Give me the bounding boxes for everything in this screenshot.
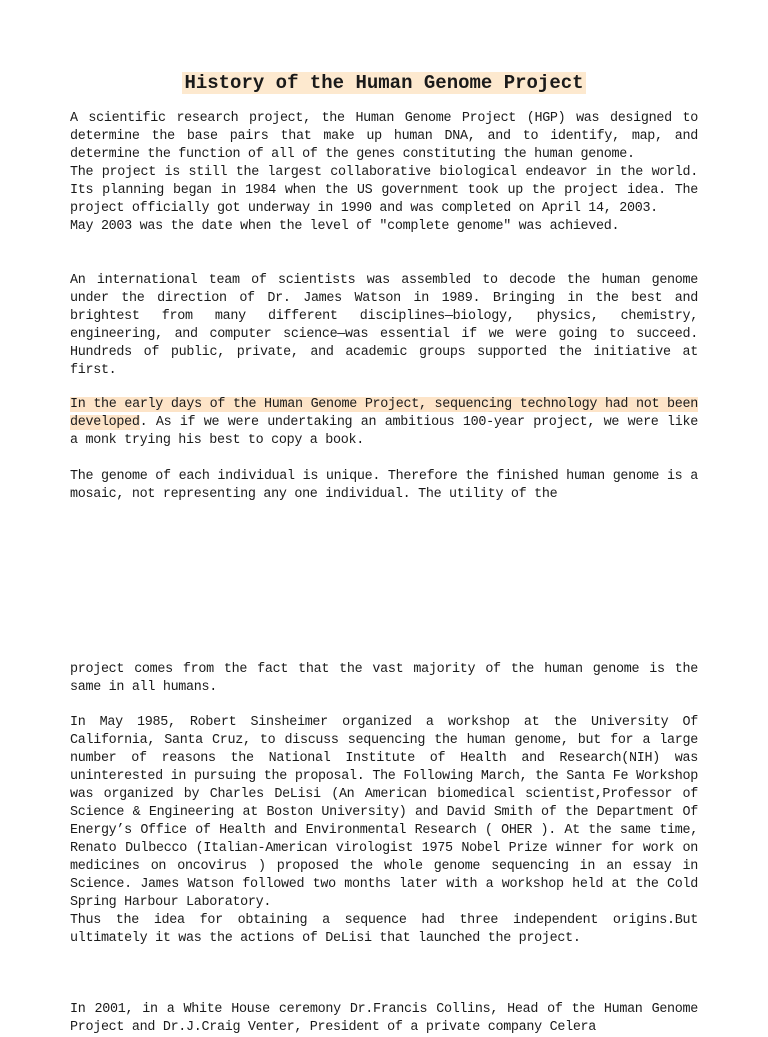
paragraph-white-house: In 2001, in a White House ceremony Dr.Francis Collins, Head of the Human Genome Project and Dr.J.Craig Venter, President of a private company Celera xyxy=(70,1002,698,1035)
paragraph-team: An international team of scientists was assembled to decode the human genome under the direction of Dr. James Watson in 1989. Bringing in the best and brightest from many different disciplines—biology, physics, chemistry, engineering, and computer science—was essential if we were going to succeed. Hundreds of public, private, and academic groups supported the initiative at first. xyxy=(70,273,698,378)
paragraph-workshops-origins: Thus the idea for obtaining a sequence had three independent origins.But ultimately it was the actions of DeLisi that launched the project. xyxy=(70,913,698,946)
paragraph-workshops-main: In May 1985, Robert Sinsheimer organized a workshop at the University Of California, Santa Cruz, to discuss sequencing the human genome, but for a large number of reasons the National Institute of Health and Research(NIH) was uninterested in pursuing the proposal. The Following March, the Santa Fe Workshop was organized by Charles DeLisi (An American biomedical scientist,Professor of Science & Engineering at Boston University) and David Smith of the Department Of Energy’s Office of Health and Environmental Research ( OHER ). At the same time, Renato Dulbecco (Italian-American virologist 1975 Nobel Prize winner for work on medicines on oncovirus ) proposed the whole genome sequencing in an essay in Science. James Watson followed two months later with a workshop held at the Cold Spring Harbour Laboratory. xyxy=(70,715,698,910)
paragraph-intro-sentence-1: A scientific research project, the Human Genome Project (HGP) was designed to determine the base pairs that make up human DNA, and to identify, map, and determine the function of all of the genes constituting the human genome. xyxy=(70,111,698,162)
paragraph-genome-unique: The genome of each individual is unique. Therefore the finished human genome is a mosaic, not representing any one individual. The utility of the xyxy=(70,469,698,502)
highlighted-text: In the early days of the Human Genome Project, sequencing technology had not been developed xyxy=(70,397,698,430)
paragraph-intro xyxy=(70,110,698,236)
paragraph-intro-sentence-3: May 2003 was the date when the level of "complete genome" was achieved. xyxy=(70,219,620,234)
paragraph-intro-sentence-2: The project is still the largest collaborative biological endeavor in the world. Its planning began in 1984 when the US government took up the project idea. The project officially got underway in 1990 and was completed on April 14, 2003. xyxy=(70,165,698,216)
title-text: History of the Human Genome Project xyxy=(184,72,584,94)
paragraph-early-days xyxy=(70,396,698,450)
paragraph-early-days-rest: . As if we were undertaking an ambitious 100-year project, we were like a monk trying his best to copy a book. xyxy=(70,415,698,448)
document-title xyxy=(70,70,698,96)
paragraph-workshops xyxy=(70,714,698,948)
paragraph-genome-same: project comes from the fact that the vast majority of the human genome is the same in all humans. xyxy=(70,662,698,695)
